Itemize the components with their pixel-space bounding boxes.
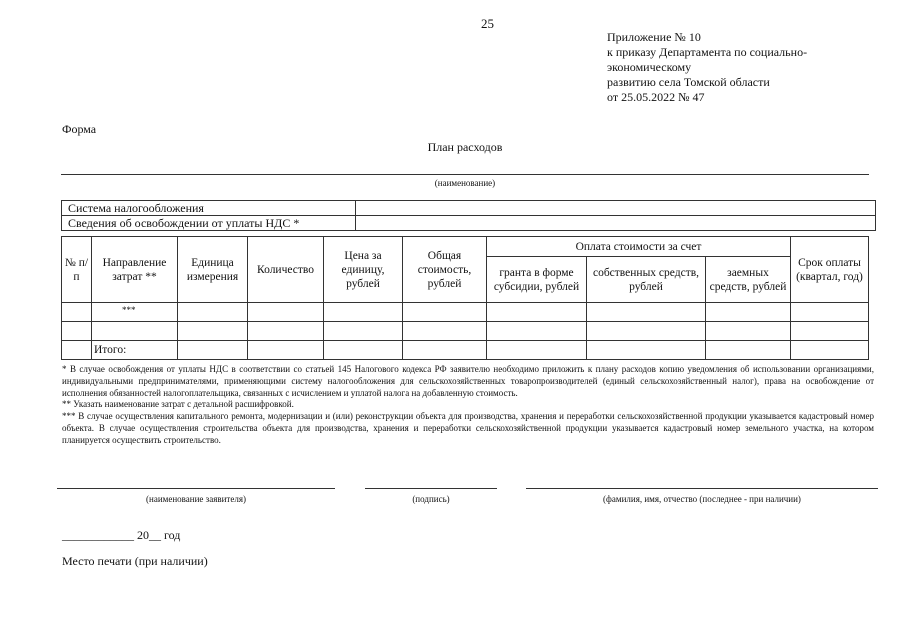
expense-plan-table xyxy=(61,236,869,360)
appendix-line: Приложение № 10 xyxy=(607,30,701,44)
appendix-line: экономическому xyxy=(607,60,692,74)
table-cell[interactable] xyxy=(92,322,178,341)
appendix-line: к приказу Департамента по социально- xyxy=(607,45,808,59)
table-cell[interactable] xyxy=(248,322,324,341)
table-cell[interactable] xyxy=(791,303,869,322)
table-cell[interactable] xyxy=(791,341,869,360)
col-header-total: Общая стоимость, рублей xyxy=(403,237,487,303)
applicant-line[interactable] xyxy=(57,488,335,489)
page-number: 25 xyxy=(481,16,494,31)
header-row xyxy=(62,237,869,257)
info-value-cell[interactable] xyxy=(356,201,876,216)
date-line: ____________ 20__ год xyxy=(62,528,181,542)
table-cell[interactable] xyxy=(178,303,248,322)
total-row xyxy=(62,341,869,360)
appendix-line: развитию села Томской области xyxy=(607,75,770,89)
info-table xyxy=(61,200,876,231)
footnote-vat: * В случае освобождения от уплаты НДС в соответствии со статьей 145 Налогового кодекса РФ заявителю необходимо приложить к плану расходов копию уведомления об использовании организациями, индивидуальными предпринимателями, применяющими систему налогообложения для сельскохозяйственных товаропроизводителей (единый сельскохозяйственный налог), права на освобождение от исполнения обязанностей налогоплательщика, связанных с исчислением и уплатой налога на добавленную стоимость. xyxy=(62,364,874,398)
name-caption: (наименование) xyxy=(434,178,496,188)
info-label: Сведения об освобождении от уплаты НДС * xyxy=(62,216,356,231)
footnote-cadastral: *** В случае осуществления капитального ремонта, модернизации и (или) реконструкции объекта для производства, хранения и переработки сельскохозяйственной продукции указывается кадастровый номер объекта. В случае осуществления строительства объекта для производства, хранения и переработки сельскохозяйственной продукции указывается кадастровый номер земельного участка, на котором планируется осуществить строительство. xyxy=(62,411,874,445)
col-header-payment-group: Оплата стоимости за счет xyxy=(487,237,791,257)
seal-line: Место печати (при наличии) xyxy=(62,554,208,568)
footnotes xyxy=(62,364,874,447)
applicant-caption: (наименование заявителя) xyxy=(146,494,246,504)
name-line[interactable] xyxy=(61,174,869,175)
document-title: План расходов xyxy=(427,140,503,154)
info-row xyxy=(62,201,876,216)
col-header-own: собственных средств, рублей xyxy=(587,257,706,303)
col-header-unit: Единица измерения xyxy=(178,237,248,303)
table-cell[interactable] xyxy=(403,303,487,322)
table-row xyxy=(62,303,869,322)
form-label: Форма xyxy=(62,122,97,136)
table-cell[interactable] xyxy=(706,341,791,360)
col-header-price: Цена за единицу, рублей xyxy=(324,237,403,303)
table-cell xyxy=(62,341,92,360)
table-cell[interactable] xyxy=(487,322,587,341)
col-header-loan: заемных средств, рублей xyxy=(706,257,791,303)
table-cell[interactable] xyxy=(62,303,92,322)
appendix-header xyxy=(607,30,807,105)
table-cell[interactable] xyxy=(403,341,487,360)
table-cell[interactable] xyxy=(587,341,706,360)
table-cell[interactable] xyxy=(248,341,324,360)
table-cell[interactable] xyxy=(178,322,248,341)
fio-caption: (фамилия, имя, отчество (последнее - при наличии) xyxy=(603,494,801,504)
table-cell[interactable] xyxy=(403,322,487,341)
table-cell[interactable] xyxy=(791,322,869,341)
table-cell[interactable] xyxy=(587,322,706,341)
fio-line[interactable] xyxy=(526,488,878,489)
row-marker: *** xyxy=(92,303,178,322)
signature-caption: (подпись) xyxy=(412,494,450,504)
table-cell[interactable] xyxy=(487,341,587,360)
table-cell[interactable] xyxy=(487,303,587,322)
table-cell[interactable] xyxy=(178,341,248,360)
table-cell[interactable] xyxy=(324,303,403,322)
info-value-cell[interactable] xyxy=(356,216,876,231)
footnote-costs: ** Указать наименование затрат с детальной расшифровкой. xyxy=(62,399,294,410)
col-header-num: № п/п xyxy=(62,237,92,303)
info-label: Система налогообложения xyxy=(62,201,356,216)
appendix-line: от 25.05.2022 № 47 xyxy=(607,90,705,104)
total-label: Итого: xyxy=(92,341,178,360)
table-cell[interactable] xyxy=(248,303,324,322)
signature-line[interactable] xyxy=(365,488,497,489)
col-header-qty: Количество xyxy=(248,237,324,303)
table-cell[interactable] xyxy=(324,322,403,341)
table-row xyxy=(62,322,869,341)
table-cell[interactable] xyxy=(587,303,706,322)
col-header-grant: гранта в форме субсидии, рублей xyxy=(487,257,587,303)
table-cell[interactable] xyxy=(706,303,791,322)
table-cell[interactable] xyxy=(706,322,791,341)
info-row xyxy=(62,216,876,231)
table-cell[interactable] xyxy=(62,322,92,341)
table-cell[interactable] xyxy=(324,341,403,360)
col-header-term: Срок оплаты (квартал, год) xyxy=(791,237,869,303)
col-header-direction: Направление затрат ** xyxy=(92,237,178,303)
